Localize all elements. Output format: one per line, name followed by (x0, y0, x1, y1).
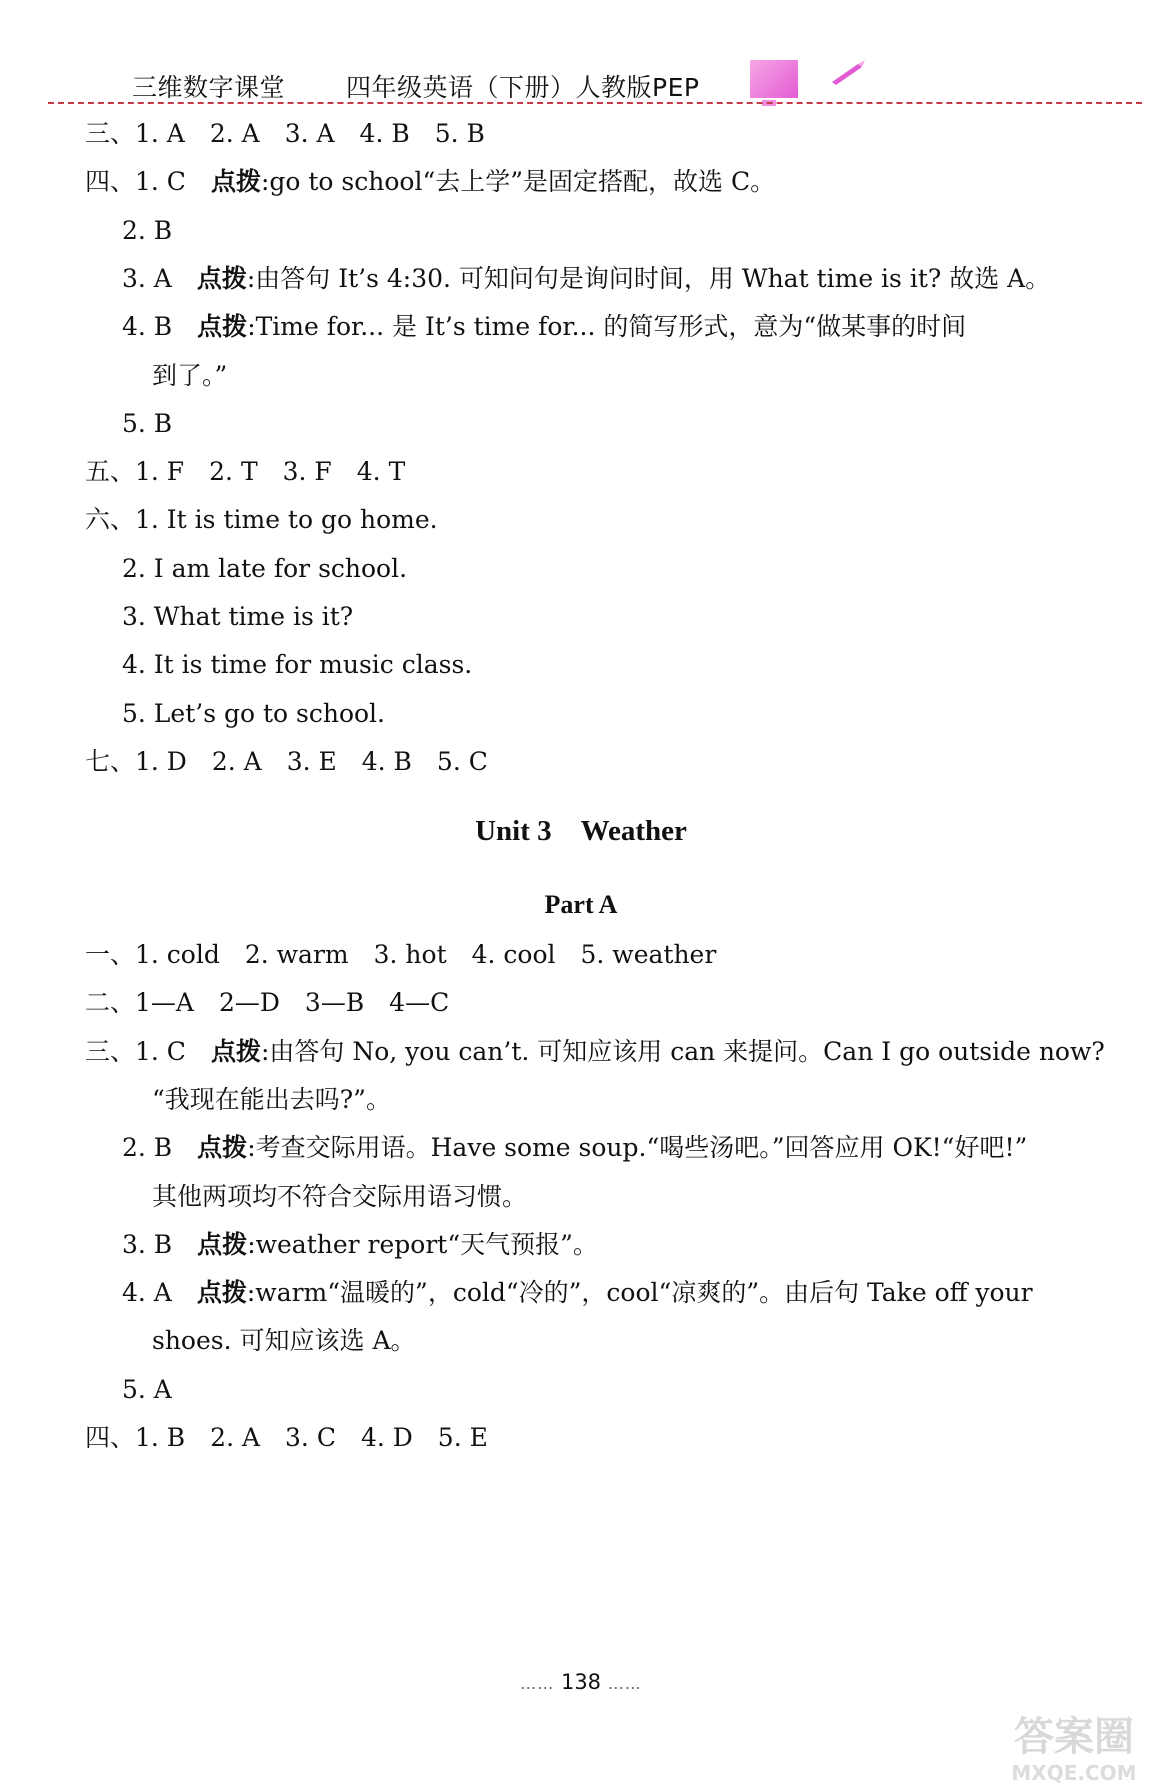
answer-text: :weather report“天气预报”。 (247, 1229, 598, 1259)
footer-dots-right: …… (607, 1674, 642, 1693)
answer-line: 5. B (122, 408, 173, 438)
answer-line: 六、1. It is time to go home. (85, 505, 438, 535)
pen-icon (828, 58, 868, 88)
hint-label: 点拨 (210, 1036, 261, 1066)
header-divider (48, 102, 1142, 104)
book-title: 四年级英语（下册）人教版PEP (346, 73, 700, 102)
answer-line (122, 259, 1050, 299)
hint-label: 点拨 (197, 312, 248, 342)
answer-text: 3. A (122, 263, 197, 293)
answer-line: 4. It is time for music class. (122, 650, 473, 680)
hint-label: 点拨 (196, 1278, 247, 1308)
answer-line: 5. A (122, 1374, 172, 1404)
hint-label: 点拨 (197, 1133, 248, 1163)
page-footer (0, 1670, 1162, 1694)
watermark-text-bottom: MXQE.COM (1011, 1761, 1137, 1785)
header-logo-block (750, 60, 798, 98)
answer-text: :由答句 It’s 4:30. 可知问句是询问时间，用 What time is it? 故选 A。 (246, 263, 1051, 293)
page-number: 138 (560, 1670, 602, 1694)
answer-text: :由答句 No, you can’t. 可知应该用 can 来提问。Can I go outside now? (260, 1036, 1105, 1066)
answer-line: 3. What time is it? (122, 602, 354, 631)
book-series-title: 三维数字课堂 (132, 73, 286, 102)
answer-line (122, 1225, 598, 1265)
answer-line (122, 1128, 1027, 1168)
answer-text: :warm“温暖的”，cold“冷的”，cool“凉爽的”。由后句 Take off your (246, 1278, 1033, 1308)
answer-line: 5. Let’s go to school. (122, 698, 385, 728)
answer-text: 三、1. C (85, 1036, 211, 1066)
watermark-text-top: 答案圈 (1014, 1714, 1134, 1760)
answer-line (85, 1032, 1105, 1072)
hint-label: 点拨 (210, 167, 261, 197)
watermark-logo (994, 1700, 1154, 1786)
answer-text: 四、1. C (85, 167, 211, 197)
answer-line (122, 1273, 1033, 1313)
answer-line: 二、1—A 2—D 3—B 4—C (85, 988, 450, 1018)
answer-text: :Time for... 是 It’s time for... 的简写形式，意为“做某事的时间 (247, 312, 967, 342)
answer-line: shoes. 可知应该选 A。 (152, 1326, 416, 1356)
answer-text: 2. B (122, 1133, 198, 1163)
unit-heading: Unit 3 Weather (475, 815, 687, 847)
answer-line: 三、1. A 2. A 3. A 4. B 5. B (85, 119, 485, 148)
answer-line: “我现在能出去吗?”。 (152, 1084, 391, 1114)
part-heading: Part A (544, 890, 618, 919)
answer-text: 3. B (122, 1229, 198, 1259)
answer-text: 4. A (122, 1278, 197, 1308)
answer-line: 2. B (122, 215, 173, 245)
footer-dots-left: …… (520, 1674, 555, 1693)
hint-label: 点拨 (196, 263, 247, 293)
answer-text: :go to school“去上学”是固定搭配，故选 C。 (260, 167, 776, 197)
answer-line: 五、1. F 2. T 3. F 4. T (85, 457, 406, 487)
answer-line (122, 307, 966, 347)
answer-line: 七、1. D 2. A 3. E 4. B 5. C (85, 746, 488, 776)
answer-line: 到了。” (152, 360, 228, 390)
answer-line: 一、1. cold 2. warm 3. hot 4. cool 5. weather (85, 940, 717, 969)
answer-line: 其他两项均不符合交际用语习惯。 (152, 1181, 528, 1211)
answer-line: 四、1. B 2. A 3. C 4. D 5. E (85, 1423, 488, 1452)
page-header (0, 58, 1162, 108)
answer-text: 4. B (122, 312, 198, 342)
answer-line (85, 162, 775, 202)
hint-label: 点拨 (197, 1229, 248, 1259)
answer-line: 2. I am late for school. (122, 553, 408, 583)
answer-text: :考查交际用语。Have some soup.“喝些汤吧。”回答应用 OK!“好吧!” (247, 1133, 1028, 1163)
